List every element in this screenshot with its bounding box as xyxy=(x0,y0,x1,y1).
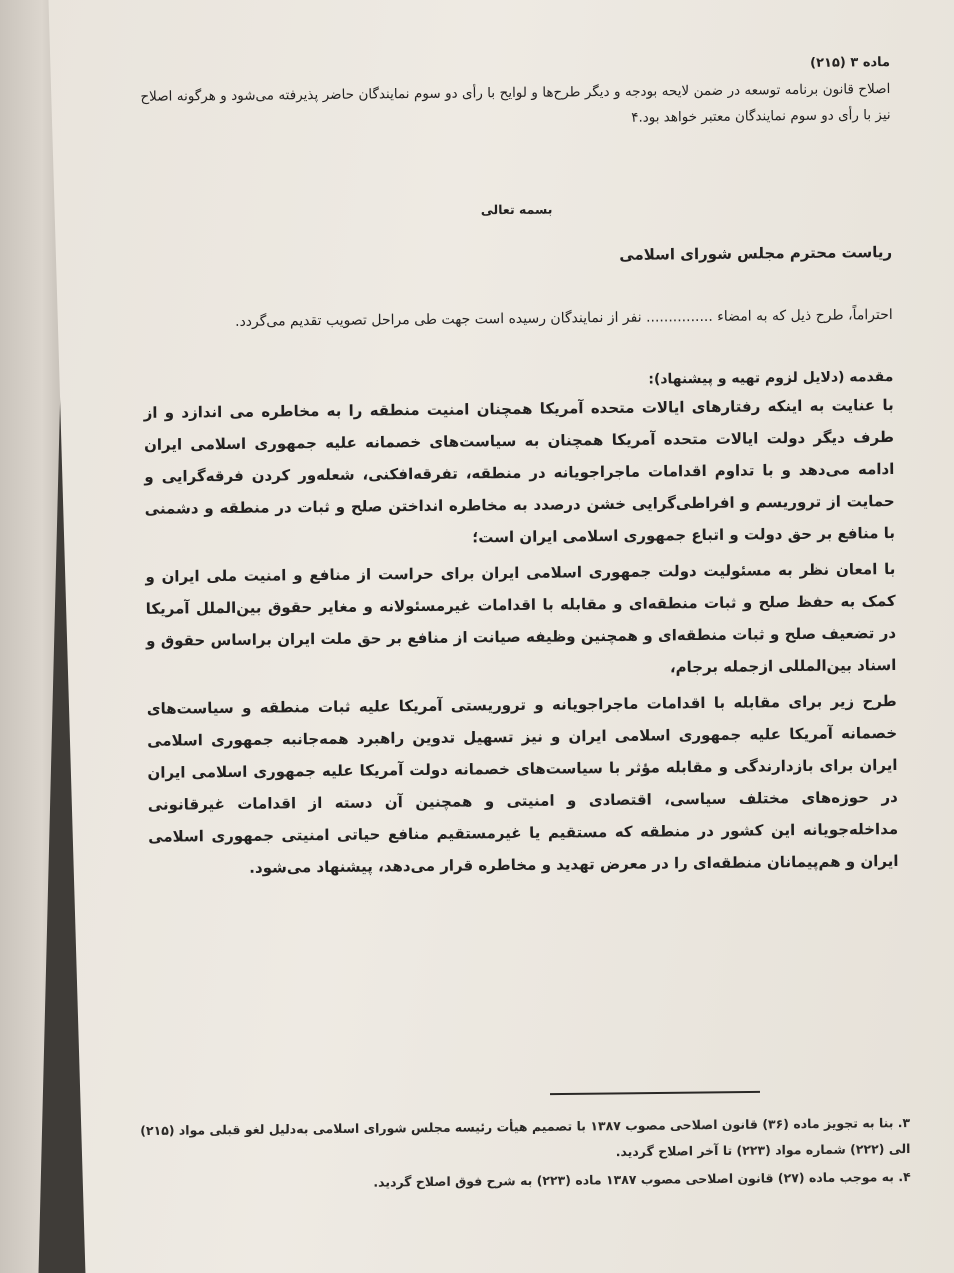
paragraph-2: با امعان نظر به مسئولیت دولت جمهوری اسلامی ایران برای حراست از منافع و امنیت ملی ایران و کمک به حفظ صلح و ثبات منطقه‌ای و مقابله با اقدامات غیرمسئولانه و مغایر حقوق بین‌الملل آمریکا در تضعیف صلح و ثبات منطقه‌ای و همچنین وظیفه صیانت از منافع بر حق ملت ایران براساس حقوق و اسناد بین‌المللی ازجمله برجام، xyxy=(145,559,897,677)
article-header: ماده ۳ (۲۱۵) xyxy=(810,55,891,71)
paragraph-3: طرح زیر برای مقابله با اقدامات ماجراجویانه و تروریستی آمریکا علیه ثبات منطقه و سیاست‌های خصمانه آمریکا علیه جمهوری اسلامی ایران و نیز تسهیل تدوین راهبرد همه‌جانبه جمهوری اسلامی ایران برای بازدارندگی و مقابله مؤثر با سیاست‌های خصمانه دولت آمریکا علیه جمهوری اسلامی ایران در حوزه‌های مختلف سیاسی، اقتصادی و امنیتی و همچنین آن دسته از اقدامات غیرقانونی مداخله‌جویانه این کشور در منطقه که مستقیم یا غیرمستقیم منافع حیاتی امنیتی جمهوری اسلامی ایران و هم‌پیمانان منطقه‌ای را در معرض تهدید و مخاطره قرار می‌دهد، پیشنهاد می‌شود. xyxy=(146,691,899,877)
respect-line: احتراماً، طرح ذیل که به امضاء ............... نفر از نمایندگان رسیده است جهت طی مراحل تصویب تقدیم می‌گردد. xyxy=(234,306,893,330)
footnotes xyxy=(140,1110,911,1200)
section-title: مقدمه (دلایل لزوم تهیه و پیشنهاد): xyxy=(648,368,894,388)
paragraph-1: با عنایت به اینکه رفتارهای ایالات متحده آمریکا همچنان امنیت منطقه را به مخاطره می اندازد و از طرف دیگر دولت ایالات متحده آمریکا همچنان به سیاست‌های خصمانه علیه جمهوری اسلامی ایران ادامه می‌دهد و با تداوم اقدامات ماجراجویانه در منطقه، تفرقه‌افکنی، شعله‌ور کردن فرقه‌گرایی و حمایت از تروریسم و افراطی‌گرایی خشن درصدد به مخاطره انداختن صلح و ثبات در منطقه و دشمنی با منافع بر حق دولت و اتباع جمهوری اسلامی ایران است؛ xyxy=(143,395,896,547)
document-body xyxy=(140,55,899,889)
bismillah-heading: بسمه تعالی xyxy=(480,201,553,218)
addressee-line: ریاست محترم مجلس شورای اسلامی xyxy=(619,242,893,264)
footnote-4: ۴. به موجب ماده (۲۷) قانون اصلاحی مصوب ۱۳۸۷ ماده (۲۲۳) به شرح فوق اصلاح گردید. xyxy=(373,1168,911,1190)
footnote-3: ۳. بنا به تجویز ماده (۳۶) قانون اصلاحی مصوب ۱۳۸۷ با تصمیم هیأت رئیسه مجلس شورای اسلامی به‌دلیل لغو قبلی مواد (۲۱۵) الی (۲۲۲) شماره مواد (۲۲۳) تا آخر اصلاح گردید. xyxy=(140,1114,911,1160)
intro-note: اصلاح قانون برنامه توسعه در ضمن لایحه بودجه و دیگر طرح‌ها و لوایح با رأی دو سوم نمایندگان حاضر پذیرفته می‌شود و هرگونه اصلاح نیز با رأی دو سوم نمایندگان معتبر خواهد بود.۴ xyxy=(140,80,891,126)
